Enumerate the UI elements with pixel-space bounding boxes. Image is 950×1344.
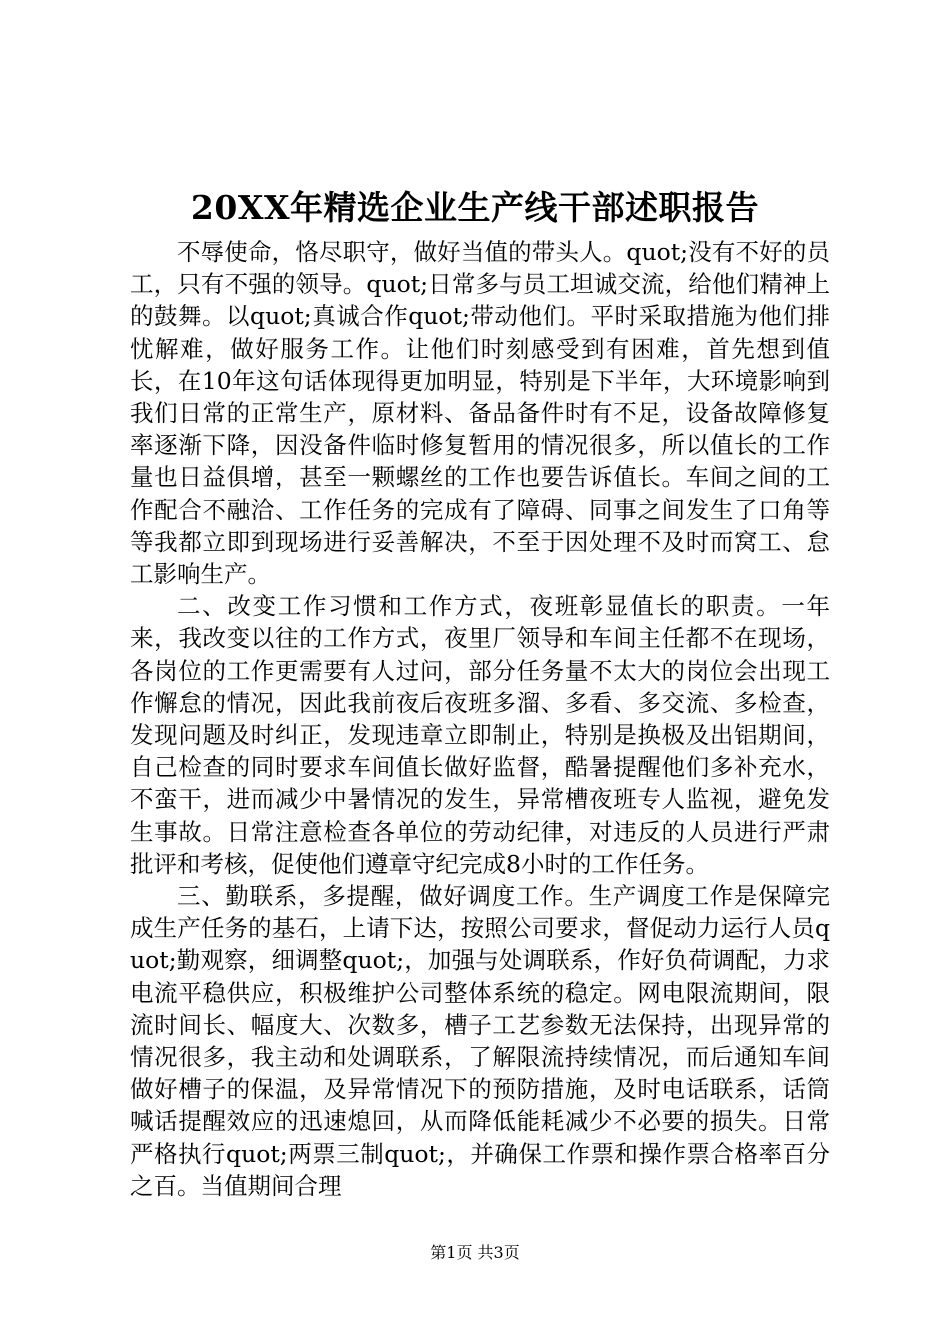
paragraph-3: 三、勤联系，多提醒，做好调度工作。生产调度工作是保障完成生产任务的基石，上请下达，按照公司要求，督促动力运行人员quot;勤观察，细调整quot;，加强与处调联系，作好负荷调配，力求电流平稳供应，积极维护公司整体系统的稳定。网电限流期间，限流时间长、幅度大、次数多，槽子工艺参数无法保持，出现异常的情况很多，我主动和处调联系，了解限流持续情况，而后通知车间做好槽子的保温，及异常情况下的预防措施，及时电话联系，话筒喊话提醒效应的迅速熄回，从而降低能耗减少不必要的损失。日常严格执行quot;两票三制quot;，并确保工作票和操作票合格率百分之百。当值期间合理 bbox=[130, 882, 830, 1200]
page-title: 20XX年精选企业生产线干部述职报告 bbox=[190, 188, 760, 227]
document-body bbox=[130, 236, 830, 1202]
paragraph-2: 二、改变工作习惯和工作方式，夜班彰显值长的职责。一年来，我改变以往的工作方式，夜里厂领导和车间主任都不在现场，各岗位的工作更需要有人过问，部分任务量不太大的岗位会出现工作懈怠的情况，因此我前夜后夜班多溜、多看、多交流、多检查，发现问题及时纠正，发现违章立即制止，特别是换极及出铝期间，自己检查的同时要求车间值长做好监督，酷暑提醒他们多补充水，不蛮干，进而减少中暑情况的发生，异常槽夜班专人监视，避免发生事故。日常注意检查各单位的劳动纪律，对违反的人员进行严肃批评和考核，促使他们遵章守纪完成8小时的工作任务。 bbox=[130, 592, 830, 878]
page-number-footer: 第1页 共3页 bbox=[430, 1243, 520, 1262]
paragraph-1: 不辱使命，恪尽职守，做好当值的带头人。quot;没有不好的员工，只有不强的领导。quot;日常多与员工坦诚交流，给他们精神上的鼓舞。以quot;真诚合作quot;带动他们。平时采取措施为他们排忧解难，做好服务工作。让他们时刻感受到有困难，首先想到值长，在10年这句话体现得更加明显，特别是下半年，大环境影响到我们日常的正常生产，原材料、备品备件时有不足，设备故障修复率逐渐下降，因没备件临时修复暂用的情况很多，所以值长的工作量也日益俱增，甚至一颗螺丝的工作也要告诉值长。车间之间的工作配合不融洽、工作任务的完成有了障碍、同事之间发生了口角等等我都立即到现场进行妥善解决，不至于因处理不及时而窝工、怠工影响生产。 bbox=[130, 238, 830, 589]
